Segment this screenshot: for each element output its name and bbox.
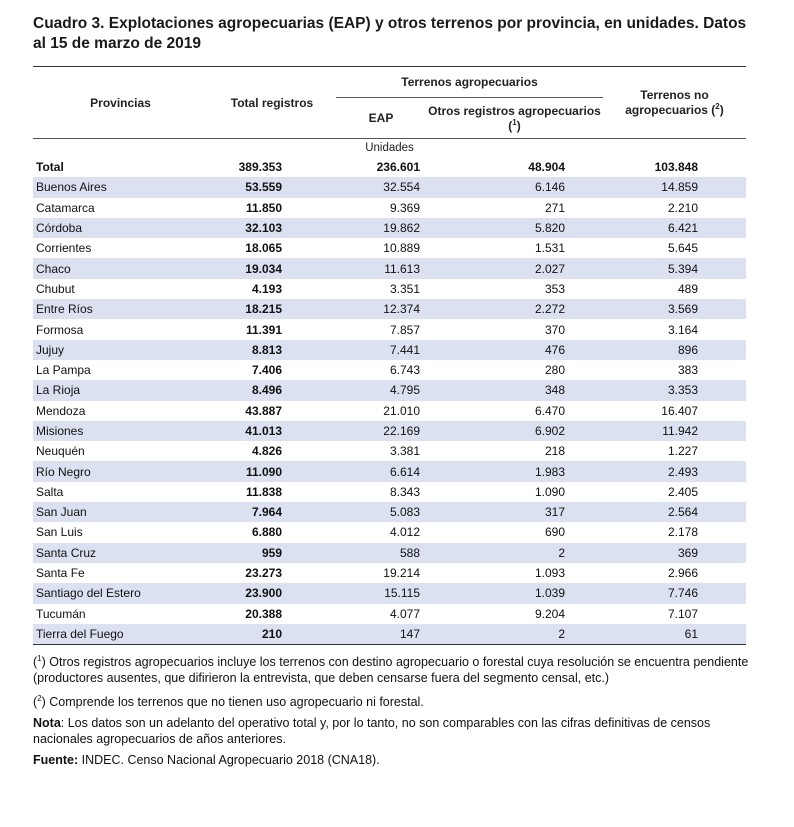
footnotes [33, 651, 768, 768]
cell-provincia: Córdoba [33, 218, 208, 238]
cell-terrenos-no-agropecuarios: 369 [603, 543, 746, 563]
cell-terrenos-no-agropecuarios: 11.942 [603, 421, 746, 441]
cell-eap: 32.554 [336, 177, 426, 197]
cell-otros-registros: 271 [544, 200, 565, 215]
units-label: Unidades [33, 139, 746, 158]
cell-eap: 7.857 [389, 322, 420, 337]
cell-terrenos-no-agropecuarios: 7.746 [603, 583, 746, 603]
cell-terrenos-no-agropecuarios: 3.353 [603, 380, 746, 400]
table-row [33, 482, 746, 502]
cell-otros-registros: 1.039 [426, 583, 603, 603]
cell-provincia: Entre Ríos [33, 299, 208, 319]
footnote-1: ($^1$) Otros registros agropecuarios incluye los terrenos con destino agropecuario o forestal cuya resolución se encuentra pendiente (productores ausentes, que difirieron la entrevista, que deben censarse fuera del segmento censal, etc.) [33, 654, 749, 686]
table-row [33, 543, 746, 563]
cell-total-registros: 7.406 [251, 363, 282, 378]
cell-eap: 6.614 [336, 461, 426, 481]
cell-eap: 4.795 [336, 380, 426, 400]
cell-terrenos-no-agropecuarios: 2.966 [667, 566, 698, 581]
footnote-2: ($^2$) Comprende los terrenos que no tienen uso agropecuario ni forestal. [33, 694, 424, 710]
cell-terrenos-no-agropecuarios: 2.564 [603, 502, 746, 522]
cell-otros-registros: 353 [544, 281, 565, 296]
cell-terrenos-no-agropecuarios: 6.421 [603, 218, 746, 238]
cell-otros-registros: 370 [544, 322, 565, 337]
cell-provincia: San Luis [36, 525, 83, 540]
cell-otros-registros: 6.470 [534, 403, 565, 418]
cell-terrenos-no-agropecuarios: 14.859 [603, 177, 746, 197]
table-row [33, 624, 746, 645]
cell-terrenos-no-agropecuarios: 2.493 [603, 461, 746, 481]
cell-otros-registros: 280 [544, 363, 565, 378]
cell-total-registros: 23.273 [245, 566, 282, 581]
cell-eap: 5.083 [336, 502, 426, 522]
header-total-registros: Total registros [208, 67, 336, 139]
cell-eap: 19.214 [383, 566, 420, 581]
table-row [33, 177, 746, 197]
cell-provincia: San Juan [33, 502, 208, 522]
table-row [33, 583, 746, 603]
cell-total-registros: 53.559 [208, 177, 336, 197]
cell-terrenos-no-agropecuarios: 103.848 [603, 157, 746, 177]
cell-terrenos-no-agropecuarios: 5.645 [667, 241, 698, 256]
cell-provincia: Santiago del Estero [33, 583, 208, 603]
cell-terrenos-no-agropecuarios: 383 [677, 363, 698, 378]
cell-terrenos-no-agropecuarios: 3.569 [603, 299, 746, 319]
cell-eap: 10.889 [383, 241, 420, 256]
cell-total-registros: 18.065 [245, 241, 282, 256]
cell-provincia: Chaco [33, 258, 208, 278]
cell-provincia: Formosa [36, 322, 84, 337]
cell-eap: 9.369 [389, 200, 420, 215]
cell-total-registros: 32.103 [208, 218, 336, 238]
cell-provincia: Jujuy [33, 340, 208, 360]
cell-terrenos-no-agropecuarios: 2.210 [667, 200, 698, 215]
cell-otros-registros: 348 [426, 380, 603, 400]
header-terrenos-agropecuarios: Terrenos agropecuarios [336, 67, 603, 98]
cell-total-registros: 8.496 [208, 380, 336, 400]
cell-eap: 147 [336, 624, 426, 645]
cell-total-registros: 210 [208, 624, 336, 645]
cell-provincia: Corrientes [36, 241, 92, 256]
cell-otros-registros: 6.146 [426, 177, 603, 197]
table-row [33, 461, 746, 481]
cell-total-registros: 8.813 [208, 340, 336, 360]
cell-terrenos-no-agropecuarios: 1.227 [667, 444, 698, 459]
cell-terrenos-no-agropecuarios: 2.178 [667, 525, 698, 540]
cell-eap: 3.381 [389, 444, 420, 459]
cell-otros-registros: 9.204 [534, 606, 565, 621]
cell-eap: 4.077 [389, 606, 420, 621]
cell-otros-registros: 1.983 [426, 461, 603, 481]
cell-provincia: Buenos Aires [33, 177, 208, 197]
cell-provincia: Catamarca [36, 200, 95, 215]
cell-eap: 6.743 [389, 363, 420, 378]
header-terrenos-no-agropecuarios: Terrenos no agropecuarios ($^2$) [603, 67, 746, 139]
cell-terrenos-no-agropecuarios: 61 [603, 624, 746, 645]
cell-terrenos-no-agropecuarios: 489 [677, 281, 698, 296]
cell-provincia: Chubut [36, 281, 75, 296]
cell-total-registros: 7.964 [208, 502, 336, 522]
cell-otros-registros: 1.093 [534, 566, 565, 581]
cell-total-registros: 4.193 [251, 281, 282, 296]
cell-otros-registros: 218 [544, 444, 565, 459]
cell-otros-registros: 2.027 [426, 258, 603, 278]
cell-terrenos-no-agropecuarios: 2.405 [667, 484, 698, 499]
note-paragraph: Nota: Los datos son un adelanto del operativo total y, por lo tanto, no son comparables con las cifras definitivas de censos nacionales agropecuarios de años anteriores. [33, 716, 711, 747]
cell-otros-registros: 2.272 [426, 299, 603, 319]
cell-terrenos-no-agropecuarios: 16.407 [661, 403, 698, 418]
cell-eap: 15.115 [336, 583, 426, 603]
cell-eap: 236.601 [336, 157, 426, 177]
cell-eap: 588 [336, 543, 426, 563]
cell-eap: 22.169 [336, 421, 426, 441]
cell-otros-registros: 690 [544, 525, 565, 540]
table-row [33, 441, 746, 461]
table-row [33, 319, 746, 339]
table-row [33, 401, 746, 421]
header-eap: EAP [368, 111, 394, 125]
table-row [33, 360, 746, 380]
cell-total-registros: 959 [208, 543, 336, 563]
cell-terrenos-no-agropecuarios: 3.164 [667, 322, 698, 337]
cell-provincia: La Pampa [36, 363, 91, 378]
table-row [33, 279, 746, 299]
cell-total-registros: 41.013 [208, 421, 336, 441]
cell-total-registros: 18.215 [208, 299, 336, 319]
header-provincias: Provincias [33, 67, 208, 139]
cell-otros-registros: 2 [426, 624, 603, 645]
cell-provincia: Total [33, 157, 208, 177]
cell-total-registros: 11.090 [208, 461, 336, 481]
cell-provincia: Tierra del Fuego [33, 624, 208, 645]
cell-eap: 8.343 [389, 484, 420, 499]
cell-provincia: Tucumán [36, 606, 86, 621]
cell-otros-registros: 6.902 [426, 421, 603, 441]
table-row [33, 258, 746, 278]
cell-total-registros: 23.900 [208, 583, 336, 603]
table-row [33, 502, 746, 522]
cell-total-registros: 11.850 [245, 200, 282, 215]
table-row [33, 604, 746, 624]
cell-eap: 12.374 [336, 299, 426, 319]
cell-total-registros: 11.391 [245, 322, 282, 337]
cell-provincia: Mendoza [36, 403, 86, 418]
cell-total-registros: 11.838 [245, 484, 282, 499]
cell-provincia: Misiones [33, 421, 208, 441]
table-row [33, 522, 746, 542]
cell-terrenos-no-agropecuarios: 5.394 [603, 258, 746, 278]
cell-total-registros: 20.388 [245, 606, 282, 621]
cell-provincia: Santa Fe [36, 566, 85, 581]
cell-eap: 7.441 [336, 340, 426, 360]
cell-total-registros: 389.353 [208, 157, 336, 177]
table-row [33, 299, 746, 319]
cell-terrenos-no-agropecuarios: 7.107 [667, 606, 698, 621]
cell-eap: 21.010 [383, 403, 420, 418]
cell-otros-registros: 317 [426, 502, 603, 522]
cell-otros-registros: 5.820 [426, 218, 603, 238]
table-row [33, 218, 746, 238]
cell-eap: 19.862 [336, 218, 426, 238]
cell-otros-registros: 1.531 [534, 241, 565, 256]
cell-total-registros: 6.880 [251, 525, 282, 540]
cell-otros-registros: 1.090 [534, 484, 565, 499]
table-row [33, 340, 746, 360]
cell-otros-registros: 2 [426, 543, 603, 563]
cell-provincia: Santa Cruz [33, 543, 208, 563]
cell-eap: 11.613 [336, 258, 426, 278]
cell-eap: 3.351 [389, 281, 420, 296]
table-row [33, 238, 746, 258]
table-row [33, 563, 746, 583]
cell-provincia: Río Negro [33, 461, 208, 481]
cell-eap: 4.012 [389, 525, 420, 540]
cell-total-registros: 19.034 [208, 258, 336, 278]
source-line: Fuente: INDEC. Censo Nacional Agropecuario 2018 (CNA18). [33, 753, 380, 768]
data-table [33, 66, 746, 645]
table-row [33, 380, 746, 400]
cell-provincia: La Rioja [33, 380, 208, 400]
table-title: Cuadro 3. Explotaciones agropecuarias (EAP) y otros terrenos por provincia, en unidades. Datos al 15 de marzo de 2019 [33, 15, 747, 52]
cell-terrenos-no-agropecuarios: 896 [603, 340, 746, 360]
cell-total-registros: 4.826 [251, 444, 282, 459]
cell-otros-registros: 48.904 [426, 157, 603, 177]
table-row [33, 198, 746, 218]
cell-provincia: Salta [36, 484, 64, 499]
header-otros-registros: Otros registros agropecuarios ($^1$) [428, 103, 601, 133]
table-row [33, 421, 746, 441]
table-body [33, 157, 746, 645]
cell-otros-registros: 476 [426, 340, 603, 360]
cell-provincia: Neuquén [36, 444, 85, 459]
cell-total-registros: 43.887 [245, 403, 282, 418]
table-row-total [33, 157, 746, 177]
